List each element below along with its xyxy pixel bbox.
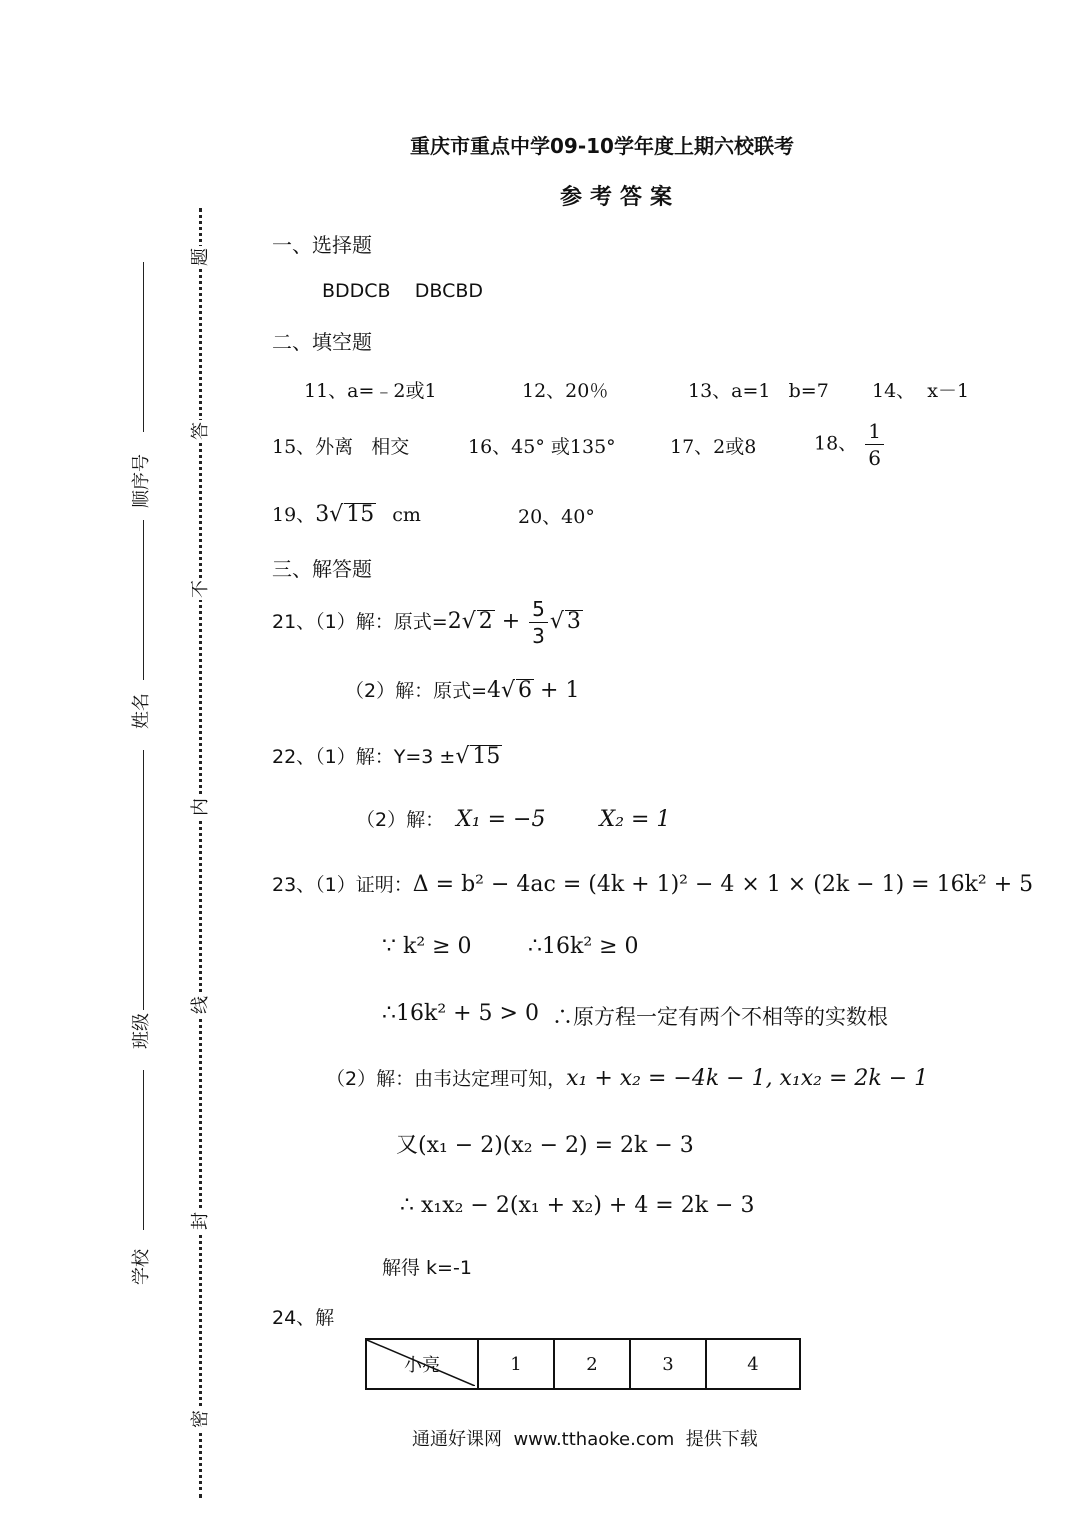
table-cell: 2 (554, 1339, 630, 1389)
answer-22-2-x2: X₂ = 1 (599, 807, 671, 832)
seal-dotted-line (199, 208, 202, 1498)
field-underline-school (143, 1070, 144, 1230)
answer-15: 15、外离 相交 (272, 436, 410, 458)
answer-21-1-numerator: 5 (529, 596, 548, 623)
answer-21-2-tail: + 1 (540, 678, 580, 703)
section-2-heading: 二、填空题 (272, 330, 372, 354)
table-cell: 1 (478, 1339, 554, 1389)
answer-22-2 (356, 805, 670, 832)
answer-19-unit: cm (392, 504, 421, 526)
answer-19-coef: 3 (315, 502, 330, 527)
table-cell: 4 (706, 1339, 800, 1389)
answer-23-2-expr: x₁ + x₂ = −4k − 1, x₁x₂ = 2k − 1 (566, 1066, 929, 1091)
answer-22-2-x1: X₁ = −5 (456, 807, 546, 832)
table-row (366, 1339, 800, 1389)
field-underline-name (143, 520, 144, 680)
seal-char-3: 不 (190, 580, 211, 598)
answer-21-2: （2）解：原式=4√ 6 + 1 (345, 678, 580, 703)
answer-23-1-expr: Δ = b² − 4ac = (4k + 1)² − 4 × 1 × (2k − 1) = 16k² + 5 (412, 872, 1034, 897)
answer-24-table (365, 1338, 801, 1390)
answer-21-1-fraction (529, 596, 548, 649)
answer-13: 13、a=1 b=7 (688, 380, 829, 402)
seal-char-4: 内 (190, 798, 211, 816)
answer-18-numerator: 1 (865, 418, 884, 445)
answer-21-1: 21、（1）解：原式=2√ 2 + $\frac{5}{3}$ √ 3 (272, 597, 581, 648)
answer-22-1-radicand: 15 (472, 744, 501, 769)
answer-18-fraction (865, 418, 884, 471)
answer-21-2-label: （2）解：原式= (345, 680, 488, 702)
answer-19-radicand: 15 (346, 502, 375, 527)
answer-14: 14、 x－1 (872, 380, 970, 402)
answer-23-2-line4: 解得 k=-1 (382, 1257, 472, 1279)
seal-char-2: 答 (190, 422, 211, 440)
field-label-name: 姓名 (131, 693, 152, 729)
answer-23-1-line2a: ∵ k² ≥ 0 (382, 934, 472, 959)
table-corner-label: 小亮 (404, 1355, 440, 1376)
seal-char-1: 题 (190, 248, 211, 266)
answer-21-1-radicand-a: 2 (478, 609, 493, 634)
answer-16: 16、45° 或135° (468, 436, 616, 458)
answer-21-1-coef: 2 (447, 609, 462, 634)
field-label-class: 班级 (131, 1013, 152, 1049)
answer-23-1-label: 23、（1）证明： (272, 874, 413, 896)
field-label-school: 学校 (131, 1249, 152, 1285)
table-cell: 3 (630, 1339, 706, 1389)
answer-19: 19、3√ 15 cm (272, 502, 421, 527)
answer-23-1-line3a: ∴16k² + 5 > 0 (382, 1001, 539, 1026)
table-corner-cell (366, 1339, 478, 1389)
field-label-order: 顺序号 (131, 454, 152, 508)
page-title: 重庆市重点中学09-10学年度上期六校联考 (410, 134, 794, 158)
answer-22-1-label: 22、（1）解：Y=3 ± (272, 746, 456, 768)
answer-20: 20、40° (518, 506, 595, 528)
seal-char-6: 封 (190, 1212, 211, 1230)
answer-18-denominator: 6 (868, 446, 881, 470)
answer-23-1-line2b: ∴16k² ≥ 0 (528, 934, 639, 959)
page-footer: 通通好课网 www.tthaoke.com 提供下载 (412, 1429, 758, 1450)
answer-21-1-denominator: 3 (532, 624, 545, 648)
answer-17: 17、2或8 (670, 436, 757, 458)
answer-23-2 (326, 1064, 928, 1091)
field-underline-class (143, 750, 144, 1010)
answer-23-1 (272, 870, 1033, 897)
field-underline-order (143, 262, 144, 432)
answer-22-1: 22、（1）解：Y=3 ±√ 15 (272, 744, 501, 769)
choice-answers: BDDCB DBCBD (322, 280, 484, 302)
answer-23-2-line3: ∴ x₁x₂ − 2(x₁ + x₂) + 4 = 2k − 3 (400, 1193, 755, 1218)
section-1-heading: 一、选择题 (272, 233, 372, 257)
answer-18 (814, 418, 886, 471)
seal-char-5: 线 (190, 996, 211, 1014)
answer-23-1-line3b: ∴原方程一定有两个不相等的实数根 (552, 1005, 888, 1029)
page-subtitle: 参考答案 (560, 185, 681, 210)
answer-24-label: 24、解 (272, 1307, 335, 1329)
answer-23-2-label: （2）解：由韦达定理可知， (326, 1068, 567, 1090)
answer-21-2-radicand: 6 (518, 678, 533, 703)
seal-char-7: 密 (190, 1410, 211, 1428)
answer-21-1-radicand-b: 3 (566, 609, 581, 634)
answer-23-2-line2: 又(x₁ − 2)(x₂ − 2) = 2k − 3 (396, 1133, 694, 1158)
section-3-heading: 三、解答题 (272, 557, 372, 581)
answer-22-2-label: （2）解： (356, 809, 445, 831)
answer-21-1-label: 21、（1）解：原式= (272, 611, 448, 633)
answer-11: 11、a=﹣2或1 (304, 380, 437, 402)
answer-21-2-coef: 4 (487, 678, 502, 703)
answer-19-label: 19、 (272, 504, 316, 526)
answer-18-label: 18、 (814, 432, 858, 455)
answer-12: 12、20％ (522, 380, 609, 402)
